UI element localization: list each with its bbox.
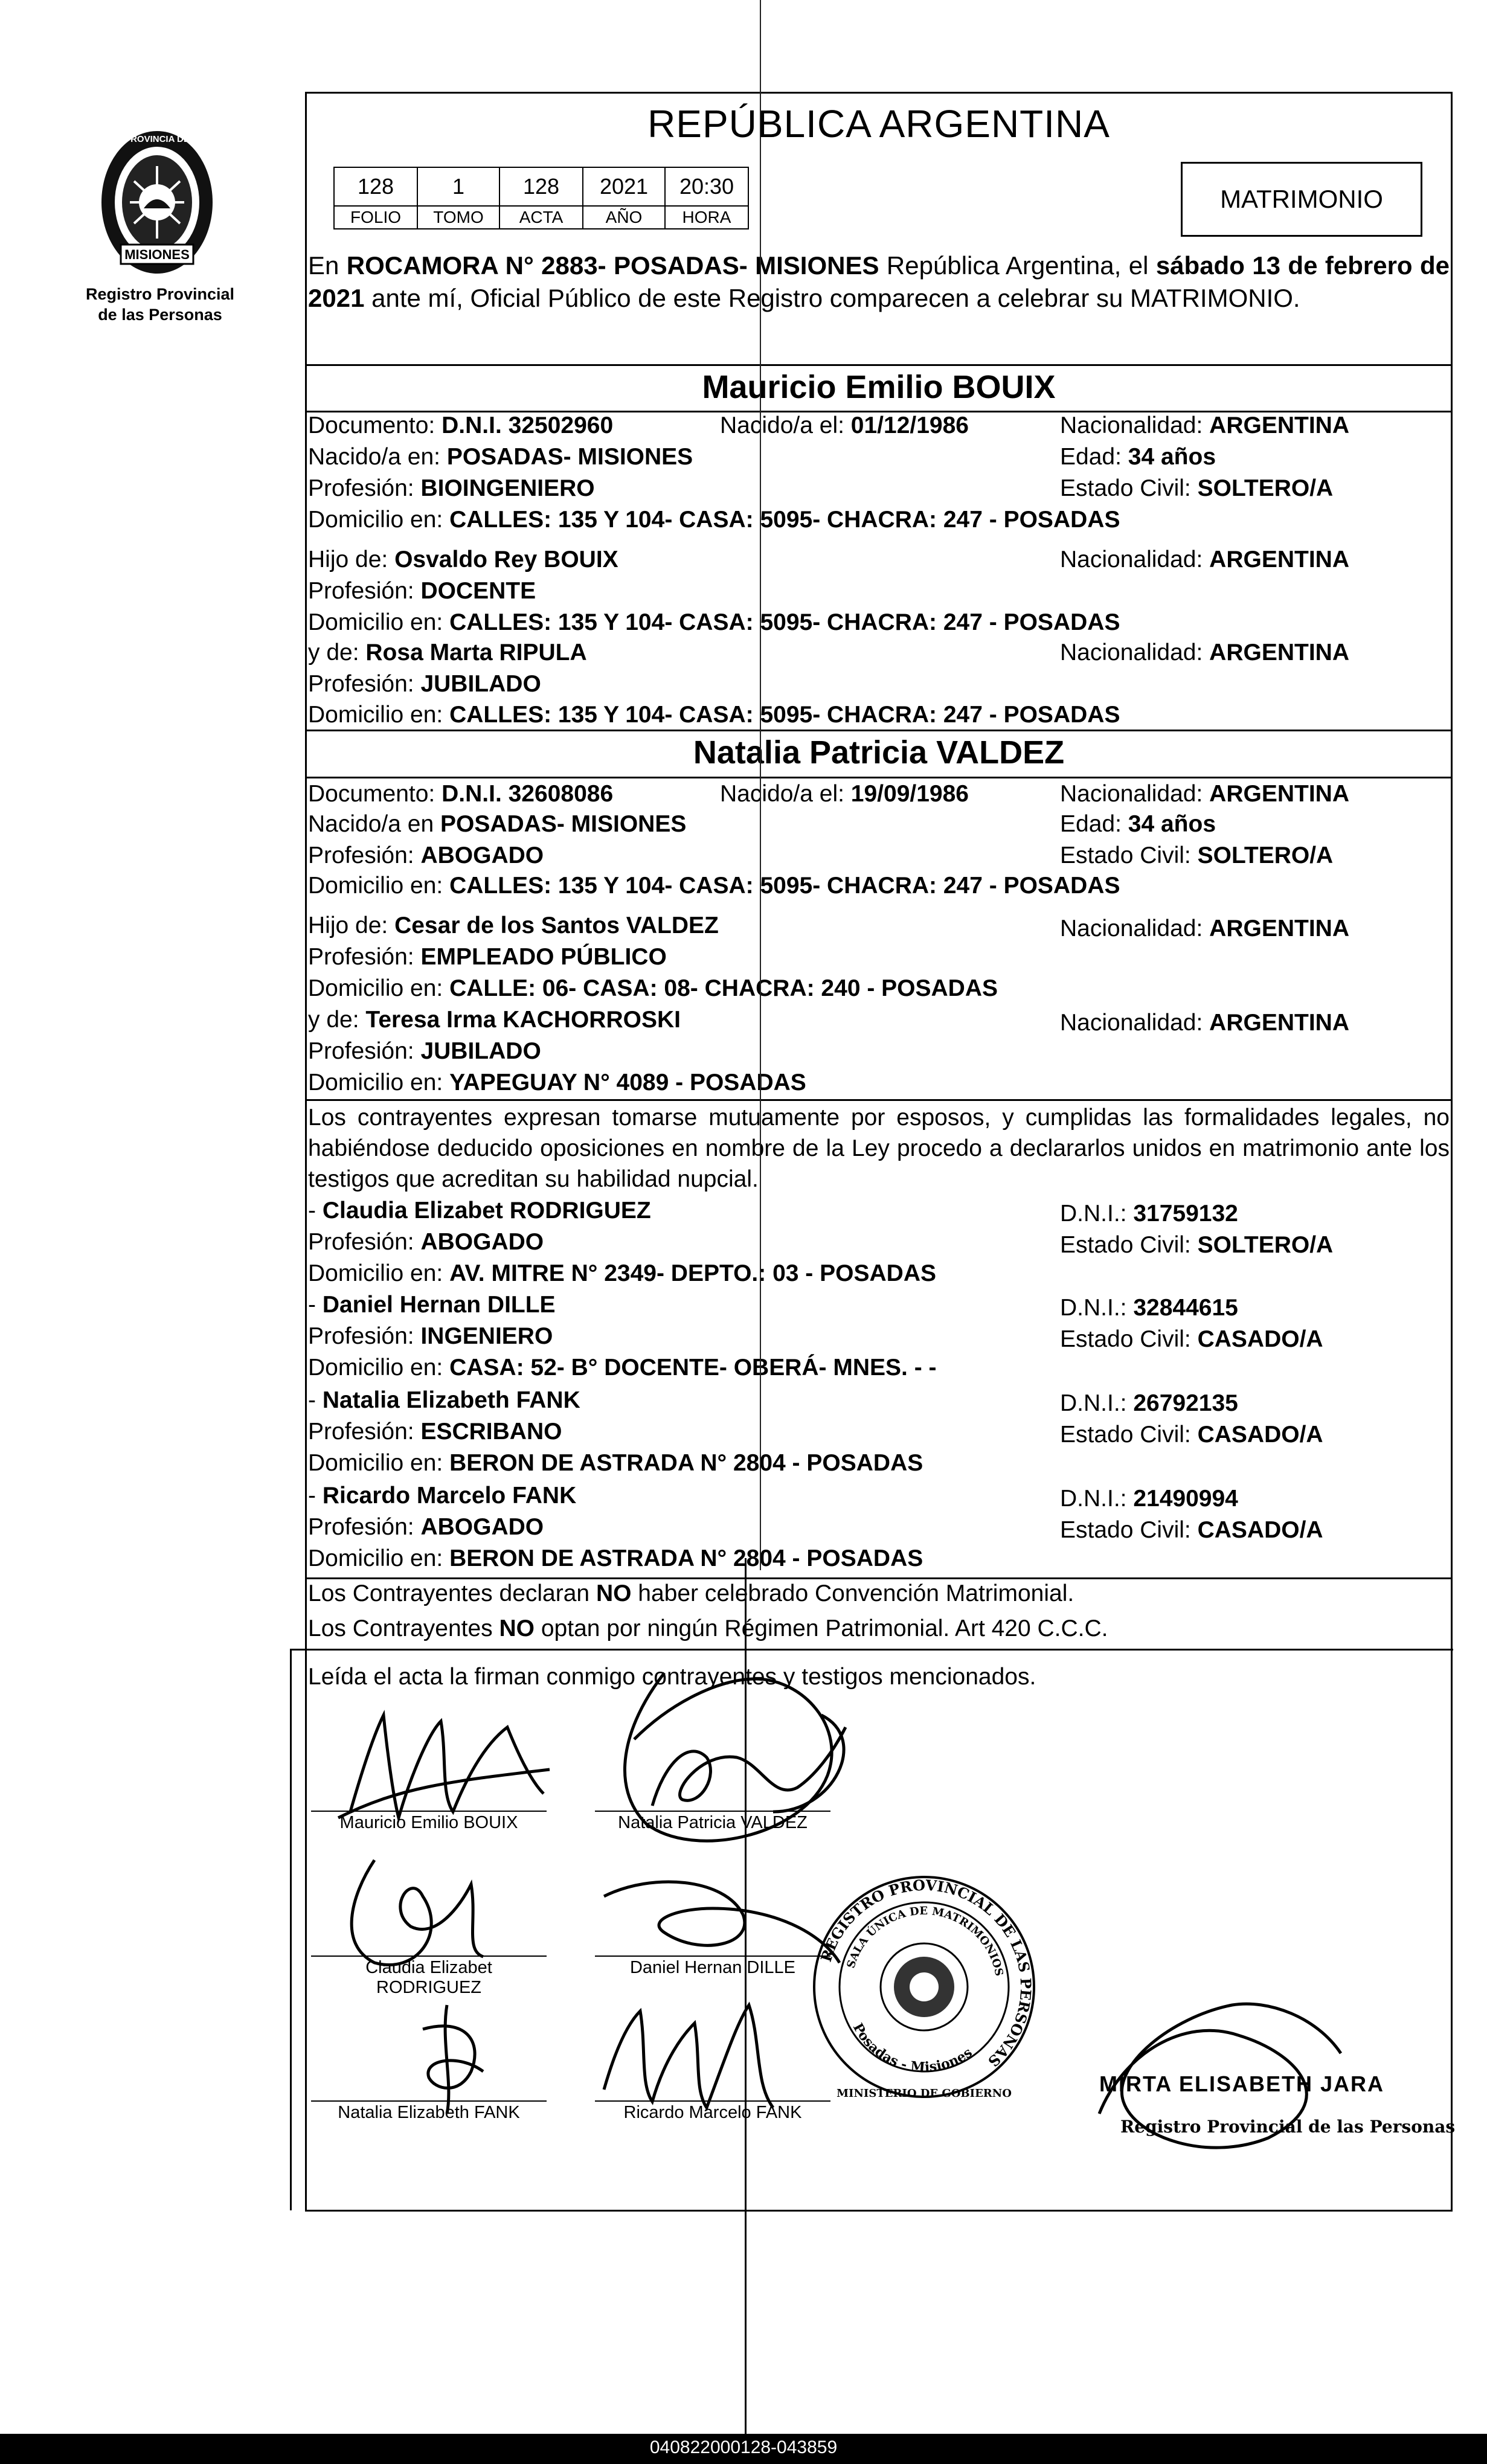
spouse2-birthdate: Nacido/a el: 19/09/1986 <box>720 781 969 807</box>
hour-value: 20:30 <box>665 167 748 206</box>
signature-scribble-witness3 <box>326 1993 568 2126</box>
tomo-label: TOMO <box>417 206 499 229</box>
signature-label-witness2: Daniel Hernan DILLE <box>629 1958 796 1977</box>
signature-scribble-spouse1 <box>326 1697 556 1830</box>
tomo-value: 1 <box>417 167 499 206</box>
spouse2-mother: y de: Teresa Irma KACHORROSKI <box>308 1007 681 1033</box>
witness4-address: Domicilio en: BERON DE ASTRADA N° 2804 - POSADAS <box>308 1545 923 1571</box>
spouse2-father-nationality: Nacionalidad: ARGENTINA <box>1060 916 1350 942</box>
witness4-civil-status: Estado Civil: CASADO/A <box>1060 1517 1323 1543</box>
spouse2-father: Hijo de: Cesar de los Santos VALDEZ <box>308 913 719 938</box>
spouse1-name: Mauricio Emilio BOUIX <box>702 369 1056 405</box>
acta-label: ACTA <box>499 206 583 229</box>
spouse1-age: Edad: 34 años <box>1060 444 1216 470</box>
spouse2-father-profession: Profesión: EMPLEADO PÚBLICO <box>308 944 667 970</box>
witness2-name: - Daniel Hernan DILLE <box>308 1292 556 1318</box>
signature-label-spouse1: Mauricio Emilio BOUIX <box>339 1813 518 1832</box>
spouse2-mother-address: Domicilio en: YAPEGUAY N° 4089 - POSADAS <box>308 1070 806 1096</box>
witness1-address: Domicilio en: AV. MITRE N° 2349- DEPTO.: 03 - POSADAS <box>308 1260 936 1286</box>
signature-scribble-witness4 <box>592 1987 846 2120</box>
provincial-coat-of-arms-logo <box>97 124 217 287</box>
spouse2-mother-profession: Profesión: JUBILADO <box>308 1038 541 1064</box>
year-label: AÑO <box>583 206 665 229</box>
spouse1-father-nationality: Nacionalidad: ARGENTINA <box>1060 547 1350 573</box>
closing-statement: Leída el acta la firman conmigo contrayentes y testigos mencionados. <box>308 1664 1036 1690</box>
spouse1-profession: Profesión: BIOINGENIERO <box>308 475 595 501</box>
svg-text:PROVINCIA DE: PROVINCIA DE <box>124 134 190 144</box>
witness3-address: Domicilio en: BERON DE ASTRADA N° 2804 - POSADAS <box>308 1450 923 1476</box>
legal-declaration: Los contrayentes expresan tomarse mutuamente por esposos, y cumplidas las formalidades legales, no habiéndose deducido oposiciones en nombre de la Ley procedo a declararlos unidos en matrimonio ante los testigos que acreditan su habilidad nupcial. <box>308 1105 1450 1192</box>
spouse1-civil-status: Estado Civil: SOLTERO/A <box>1060 475 1334 501</box>
folio-value: 128 <box>334 167 417 206</box>
patrimonial-regime-statement: Los Contrayentes NO optan por ningún Régimen Patrimonial. Art 420 C.C.C. <box>308 1615 1108 1641</box>
divider <box>305 730 1453 731</box>
witness3-name: - Natalia Elizabeth FANK <box>308 1387 580 1413</box>
svg-text:REGISTRO PROVINCIAL DE LAS PER: REGISTRO PROVINCIAL DE LAS PERSONAS <box>817 1876 1035 2071</box>
svg-text:MINISTERIO DE GOBIERNO: MINISTERIO DE GOBIERNO <box>837 2087 1012 2100</box>
spouse1-mother-profession: Profesión: JUBILADO <box>308 671 541 697</box>
spouse2-name: Natalia Patricia VALDEZ <box>693 734 1065 771</box>
intro-paragraph: En ROCAMORA N° 2883- POSADAS- MISIONES República Argentina, el sábado 13 de febrero de 2021 ante mí, Oficial Público de este Registro comparecen a celebrar su MATRIMONIO. <box>308 251 1450 312</box>
spouse2-birthplace: Nacido/a en POSADAS- MISIONES <box>308 811 687 837</box>
spouse1-address: Domicilio en: CALLES: 135 Y 104- CASA: 5095- CHACRA: 247 - POSADAS <box>308 507 1120 533</box>
spouse2-address: Domicilio en: CALLES: 135 Y 104- CASA: 5095- CHACRA: 247 - POSADAS <box>308 873 1120 899</box>
divider <box>305 364 1453 366</box>
spouse1-father: Hijo de: Osvaldo Rey BOUIX <box>308 547 618 573</box>
signature-scribble-witness1 <box>326 1836 568 1969</box>
signature-label-witness4: Ricardo Marcelo FANK <box>623 2103 802 2122</box>
official-seal <box>809 1872 1039 2102</box>
signature-label-witness1: Claudia Elizabet RODRIGUEZ <box>365 1958 492 1997</box>
divider <box>290 1649 1453 1651</box>
spouse2-civil-status: Estado Civil: SOLTERO/A <box>1060 842 1334 868</box>
hour-label: HORA <box>665 206 748 229</box>
spouse1-mother-address: Domicilio en: CALLES: 135 Y 104- CASA: 5095- CHACRA: 247 - POSADAS <box>308 702 1120 728</box>
spouse2-profession: Profesión: ABOGADO <box>308 842 544 868</box>
signature-scribble-witness2 <box>592 1860 846 1981</box>
signature-scribble-overlap <box>574 1643 846 1872</box>
witness2-dni: D.N.I.: 32844615 <box>1060 1295 1238 1321</box>
signature-label-spouse2: Natalia Patricia VALDEZ <box>618 1813 808 1832</box>
record-type-box: MATRIMONIO <box>1181 162 1422 237</box>
witness2-profession: Profesión: INGENIERO <box>308 1323 553 1349</box>
spouse2-document: Documento: D.N.I. 32608086 <box>308 781 614 807</box>
spouse1-mother-nationality: Nacionalidad: ARGENTINA <box>1060 640 1350 666</box>
spouse1-birthdate: Nacido/a el: 01/12/1986 <box>720 412 969 438</box>
witness2-address: Domicilio en: CASA: 52- B° DOCENTE- OBERÁ- MNES. - - <box>308 1355 937 1381</box>
witness3-profession: Profesión: ESCRIBANO <box>308 1419 562 1445</box>
divider <box>305 777 1453 778</box>
spouse1-father-profession: Profesión: DOCENTE <box>308 578 536 604</box>
witness3-dni: D.N.I.: 26792135 <box>1060 1390 1238 1416</box>
registry-label-line2: de las Personas <box>98 306 222 324</box>
witness2-civil-status: Estado Civil: CASADO/A <box>1060 1326 1323 1352</box>
divider <box>305 1099 1453 1101</box>
folio-label: FOLIO <box>334 206 417 229</box>
witness1-profession: Profesión: ABOGADO <box>308 1229 544 1255</box>
svg-text:MISIONES: MISIONES <box>124 247 190 262</box>
officer-name: MIRTA ELISABETH JARA <box>1099 2071 1384 2096</box>
spouse2-mother-nationality: Nacionalidad: ARGENTINA <box>1060 1010 1350 1036</box>
witness3-civil-status: Estado Civil: CASADO/A <box>1060 1422 1323 1448</box>
witness4-dni: D.N.I.: 21490994 <box>1060 1486 1238 1512</box>
spouse2-nationality: Nacionalidad: ARGENTINA <box>1060 781 1350 807</box>
scan-artifact-line <box>760 0 761 1570</box>
spouse1-nationality: Nacionalidad: ARGENTINA <box>1060 412 1350 438</box>
registry-label <box>54 284 266 325</box>
svg-text:SALA ÚNICA DE MATRIMONIOS: SALA ÚNICA DE MATRIMONIOS <box>844 1904 1006 1977</box>
divider <box>305 1577 1453 1579</box>
spouse1-birthplace: Nacido/a en: POSADAS- MISIONES <box>308 444 693 470</box>
registry-label-line1: Registro Provincial <box>85 285 235 303</box>
spouse1-father-address: Domicilio en: CALLES: 135 Y 104- CASA: 5095- CHACRA: 247 - POSADAS <box>308 609 1120 635</box>
officer-title: Registro Provincial de las Personas <box>1120 2117 1456 2137</box>
year-value: 2021 <box>583 167 665 206</box>
witness1-name: - Claudia Elizabet RODRIGUEZ <box>308 1198 651 1224</box>
document-code: 040822000128-043859 <box>649 2437 838 2457</box>
witness4-name: - Ricardo Marcelo FANK <box>308 1483 577 1509</box>
record-header-table <box>333 167 749 229</box>
witness1-dni: D.N.I.: 31759132 <box>1060 1201 1238 1227</box>
witness4-profession: Profesión: ABOGADO <box>308 1514 544 1540</box>
convention-statement: Los Contrayentes declaran NO haber celebrado Convención Matrimonial. <box>308 1580 1074 1606</box>
svg-text:Posadas - Misiones: Posadas - Misiones <box>849 2020 975 2076</box>
signature-label-witness3: Natalia Elizabeth FANK <box>338 2103 520 2122</box>
spouse1-document: Documento: D.N.I. 32502960 <box>308 412 614 438</box>
spouse1-mother: y de: Rosa Marta RIPULA <box>308 640 587 666</box>
document-title: REPÚBLICA ARGENTINA <box>647 102 1110 146</box>
acta-value: 128 <box>499 167 583 206</box>
scan-artifact-line <box>745 1558 747 2464</box>
witness1-civil-status: Estado Civil: SOLTERO/A <box>1060 1232 1334 1258</box>
spouse2-father-address: Domicilio en: CALLE: 06- CASA: 08- CHACRA: 240 - POSADAS <box>308 975 998 1001</box>
spouse2-age: Edad: 34 años <box>1060 811 1216 837</box>
